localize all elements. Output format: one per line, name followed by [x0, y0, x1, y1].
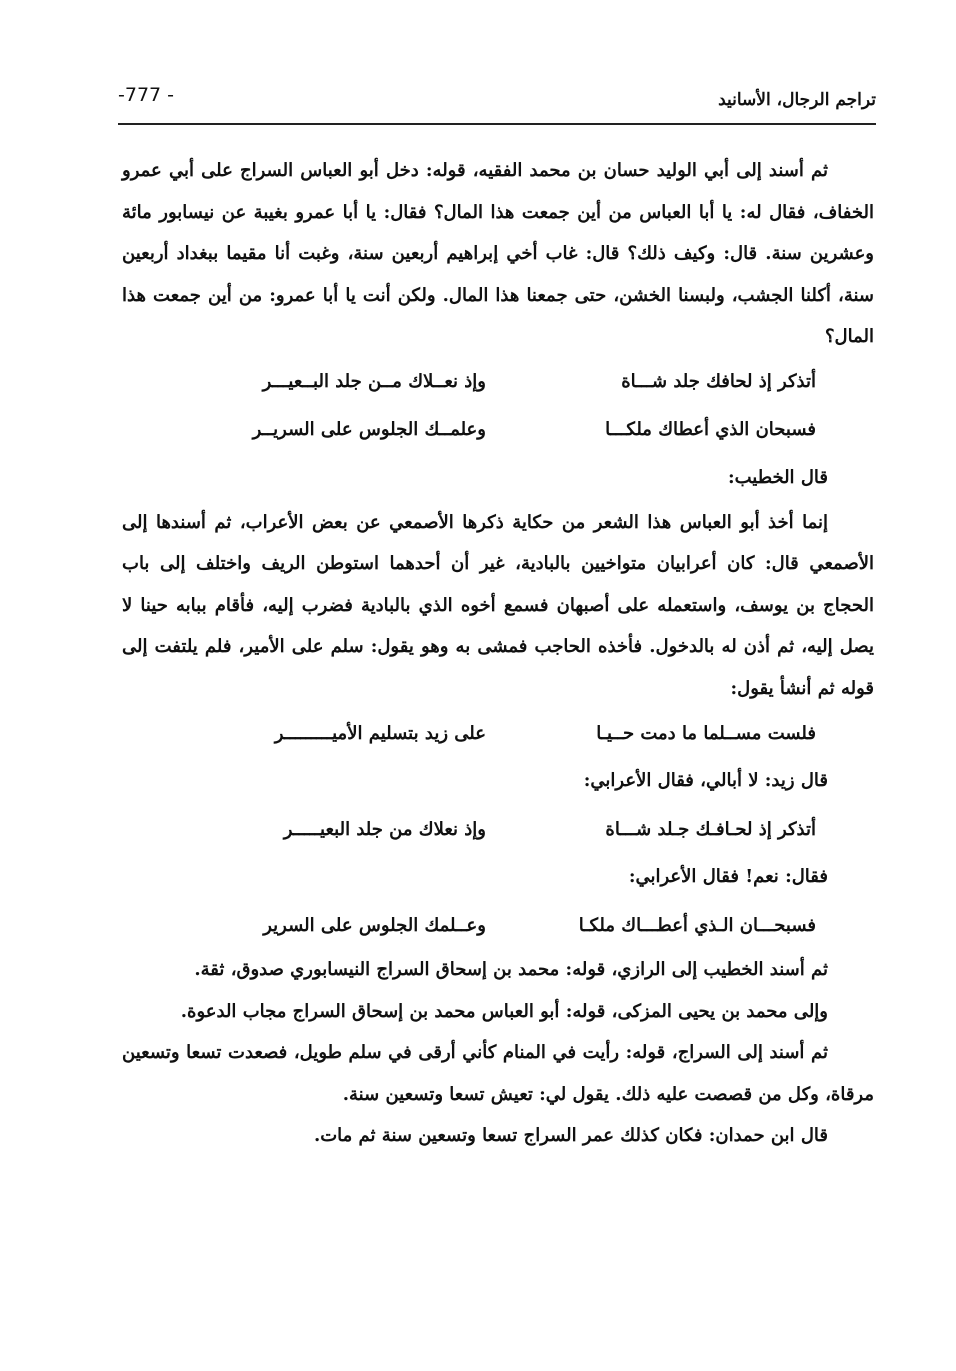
page-body	[122, 150, 874, 1157]
header-divider	[118, 123, 876, 125]
verse-line	[122, 406, 874, 454]
paragraph-2: إنما أخذ أبو العباس هذا الشعر من حكاية ذكرها الأصمعي عن بعض الأعراب، ثم أسندها إلى الأصمعي قال: كان أعرابيان متواخيين بالبادية، غير أن أحدهما استوطن الريف واختلف إلى باب الحجاج بن يوسف، واستعمله على أصبهان فسمع أخوه الذي بالبادية فضرب إليه، فأقام ببابه حينا لا يصل إليه، ثم أذن له بالدخول. فأخذه الحاجب فمشى به وهو يقول: سلم على الأمير، فلم يلتفت إلى قوله ثم أنشأ يقول:	[122, 511, 874, 699]
paragraph-3: ثم أسند الخطيب إلى الرازي، قوله: محمد بن إسحاق السراج النيسابوري صدوق، ثقة.	[194, 959, 828, 980]
speaker-label: قال الخطيب:	[727, 466, 828, 488]
verse-line	[122, 358, 874, 406]
verse-second-hemistich: وعــلمك الجلوس على السرير	[263, 914, 486, 936]
verse-first-hemistich: فسبحـــان الـذي أعطـــاك ملكـا	[578, 914, 816, 936]
running-title: تراجم الرجال، الأسانيد	[718, 90, 876, 110]
speaker-label: فقال: نعم! فقال الأعرابي:	[628, 866, 828, 887]
page-header	[118, 84, 876, 120]
verse-first-hemistich: أتذكر إذ لحـافـك جـلد شـــاة	[605, 818, 816, 840]
paragraph-4: وإلى محمد بن يحيى المزكى، قوله: أبو العباس محمد بن إسحاق السراج مجاب الدعوة.	[180, 1000, 828, 1022]
verse-second-hemistich: على زيد بتسليم الأميـــــــــر	[274, 722, 486, 744]
verse-first-hemistich: فسبحان الذي أعطاك ملكـــا	[605, 419, 816, 440]
paragraph-5: ثم أسند إلى السراج، قوله: رأيت في المنام كأني أرقى في سلم طويل، فصعدت تسعا وتسعين مرقاة، وكل من قصصت عليه ذلك. يقول لي: تعيش تسعا وتسعين سنة.	[122, 1042, 874, 1105]
verse-second-hemistich: وعلمــك الجلوس على السريــر	[252, 419, 486, 440]
verse-first-hemistich: فلست مســلما ما دمت حــيـا	[596, 722, 816, 744]
verse-second-hemistich: وإذ نعلاك من جلد البعيـــــر	[283, 818, 486, 840]
verse-line	[122, 709, 874, 757]
page-number: -777 -	[118, 84, 175, 106]
verse-first-hemistich: أتذكر إذ لحافك جلد شـــاة	[621, 371, 816, 392]
verse-second-hemistich: وإذ نعــلاك مــن جلد البــعيـــر	[262, 371, 486, 392]
speaker-label: قال زيد: لا أبالي، فقال الأعرابي:	[583, 770, 828, 791]
paragraph-1: ثم أسند إلى أبي الوليد حسان بن محمد الفقيه، قوله: دخل أبو العباس السراج على أبي عمرو الخفاف، فقال له: يا أبا العباس من أين جمعت هذا المال؟ فقال: يا أبا عمرو بغيبة عن نيسابور مائة وعشرين سنة. قال: وكيف ذلك؟ قال: غاب أخي إبراهيم أربعين سنة، وغبت أنا مقيما ببغداد أربعين سنة، أكلنا الجشب، ولبسنا الخشن، حتى جمعنا هذا المال. ولكن أنت يا أبا عمرو: من أين جمعت هذا المال؟	[122, 160, 875, 347]
verse-line	[122, 805, 874, 853]
paragraph-6: قال ابن حمدان: فكان كذلك عمر السراج تسعا وتسعين سنة ثم مات.	[313, 1125, 828, 1146]
verse-line	[122, 901, 874, 949]
